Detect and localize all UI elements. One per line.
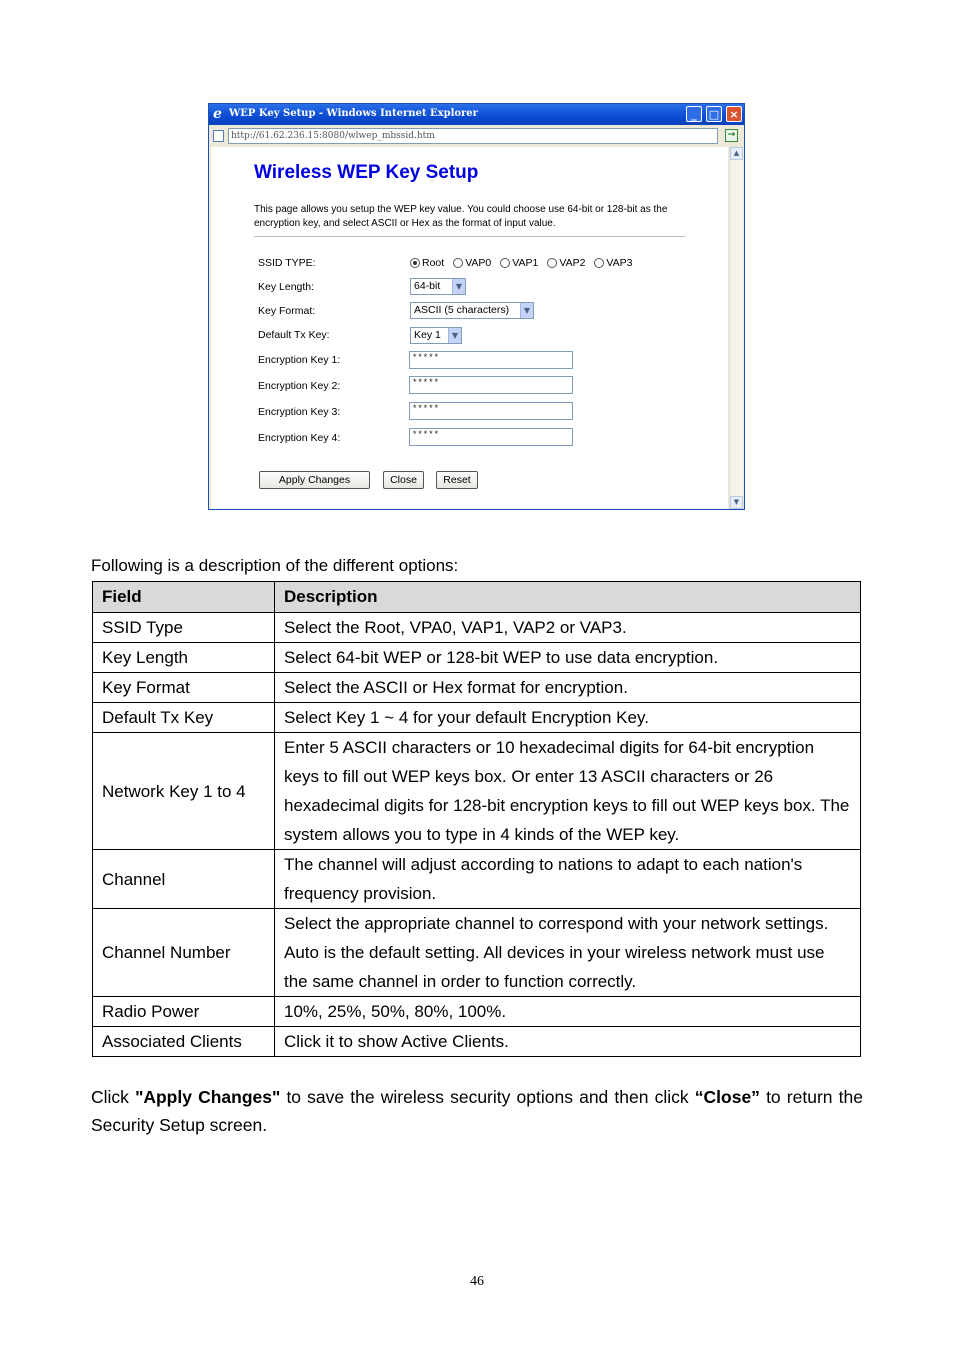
page-number: 46: [470, 1274, 484, 1289]
footer-text: to return the Security Setup screen.: [91, 1087, 863, 1135]
browser-content: [211, 147, 728, 509]
close-button[interactable]: Close: [383, 471, 424, 489]
description-cell: Select Key 1 ~ 4 for your default Encryption Key.: [275, 703, 861, 733]
description-cell: Select the ASCII or Hex format for encryption.: [275, 673, 861, 703]
radio-label: VAP2: [559, 257, 586, 269]
vertical-scrollbar[interactable]: [729, 147, 743, 509]
default-tx-key-value: Key 1: [414, 329, 441, 341]
radio-unselected-icon: [453, 258, 463, 268]
table-header-row: [93, 582, 861, 613]
ssid-radio-vap0[interactable]: [453, 257, 491, 269]
browser-title: WEP Key Setup - Windows Internet Explorer: [229, 108, 478, 119]
encryption-key-3-label: Encryption Key 3:: [258, 406, 341, 418]
scroll-up-icon[interactable]: ▲: [730, 147, 743, 160]
description-cell: Click it to show Active Clients.: [275, 1027, 861, 1057]
ssid-radio-root[interactable]: [410, 257, 444, 269]
description-cell: Select the Root, VPA0, VAP1, VAP2 or VAP3.: [275, 613, 861, 643]
description-cell: Select the appropriate channel to correspond with your network settings. Auto is the default setting. All devices in your wireless network must use the same channel in order to function correctly.: [275, 909, 861, 997]
table-row: [93, 643, 861, 673]
close-emphasis: “Close”: [694, 1087, 760, 1107]
encryption-key-3-input[interactable]: *****: [409, 402, 573, 420]
table-row: [93, 703, 861, 733]
page-icon: [213, 130, 224, 142]
encryption-key-4-label: Encryption Key 4:: [258, 432, 341, 444]
default-tx-key-label: Default Tx Key:: [258, 329, 330, 341]
url-field[interactable]: http://61.62.236.15:8080/wlwep_mbssid.htm: [228, 128, 718, 144]
radio-selected-icon: [410, 258, 420, 268]
go-icon[interactable]: →: [725, 129, 738, 142]
wep-intro-text: This page allows you setup the WEP key value. You could choose use 64-bit or 128-bit as the encryption key, and select ASCII or Hex as the format of input value.: [254, 204, 668, 229]
key-format-label: Key Format:: [258, 305, 316, 317]
radio-label: VAP0: [465, 257, 492, 269]
options-table: [92, 581, 861, 1057]
ssid-type-radio-group: [410, 257, 633, 269]
ssid-type-label: SSID TYPE:: [258, 257, 316, 269]
wep-heading: Wireless WEP Key Setup: [254, 162, 479, 183]
close-window-icon[interactable]: ×: [726, 106, 742, 122]
table-row: [93, 613, 861, 643]
scroll-down-icon[interactable]: ▼: [730, 496, 743, 509]
table-row: [93, 909, 861, 997]
encryption-key-2-input[interactable]: *****: [409, 376, 573, 394]
apply-changes-button[interactable]: Apply Changes: [259, 471, 370, 489]
key-format-select[interactable]: [410, 302, 534, 319]
field-cell: Associated Clients: [93, 1027, 275, 1057]
default-tx-key-select[interactable]: [410, 327, 462, 344]
chevron-down-icon: ▼: [452, 279, 465, 294]
browser-title-bar: [209, 104, 744, 125]
radio-unselected-icon: [547, 258, 557, 268]
field-cell: Channel: [93, 850, 275, 909]
encryption-key-1-label: Encryption Key 1:: [258, 354, 341, 366]
encryption-key-1-input[interactable]: *****: [409, 351, 573, 369]
table-row: [93, 1027, 861, 1057]
field-cell: Channel Number: [93, 909, 275, 997]
browser-window-screenshot: [208, 103, 745, 510]
chevron-down-icon: ▼: [520, 303, 533, 318]
radio-label: VAP1: [512, 257, 539, 269]
table-row: [93, 733, 861, 850]
address-bar: [209, 125, 744, 147]
radio-unselected-icon: [594, 258, 604, 268]
field-cell: SSID Type: [93, 613, 275, 643]
encryption-key-4-input[interactable]: *****: [409, 428, 573, 446]
minimize-icon[interactable]: _: [686, 106, 702, 122]
chevron-down-icon: ▼: [448, 328, 461, 343]
key-length-select[interactable]: [410, 278, 466, 295]
ie-logo-icon: e: [213, 106, 222, 122]
apply-changes-emphasis: "Apply Changes": [135, 1087, 281, 1107]
divider: [254, 236, 685, 237]
field-cell: Radio Power: [93, 997, 275, 1027]
key-length-label: Key Length:: [258, 281, 315, 293]
field-cell: Network Key 1 to 4: [93, 733, 275, 850]
footer-text: to save the wireless security options and then click: [280, 1087, 695, 1107]
footer-text: Click: [91, 1087, 136, 1107]
field-cell: Key Length: [93, 643, 275, 673]
reset-button[interactable]: Reset: [436, 471, 478, 489]
ssid-radio-vap3[interactable]: [594, 257, 632, 269]
ssid-radio-vap2[interactable]: [547, 257, 585, 269]
encryption-key-2-label: Encryption Key 2:: [258, 380, 341, 392]
field-cell: Key Format: [93, 673, 275, 703]
description-cell: 10%, 25%, 50%, 80%, 100%.: [275, 997, 861, 1027]
description-cell: Enter 5 ASCII characters or 10 hexadecimal digits for 64-bit encryption keys to fill out WEP keys box. Or enter 13 ASCII characters or 26 hexadecimal digits for 128-bit encryption keys to fill out WEP keys box. The system allows you to type in 4 kinds of the WEP key.: [275, 733, 861, 850]
key-length-value: 64-bit: [414, 280, 441, 292]
description-cell: Select 64-bit WEP or 128-bit WEP to use data encryption.: [275, 643, 861, 673]
table-row: [93, 997, 861, 1027]
description-column-header: Description: [275, 582, 861, 613]
options-intro-text: Following is a description of the different options:: [91, 556, 459, 575]
field-cell: Default Tx Key: [93, 703, 275, 733]
field-column-header: Field: [93, 582, 275, 613]
ssid-radio-vap1[interactable]: [500, 257, 538, 269]
table-row: [93, 673, 861, 703]
radio-unselected-icon: [500, 258, 510, 268]
table-row: [93, 850, 861, 909]
closing-paragraph: [91, 1083, 863, 1139]
key-format-value: ASCII (5 characters): [414, 304, 510, 316]
radio-label: VAP3: [606, 257, 633, 269]
radio-label: Root: [422, 257, 445, 269]
description-cell: The channel will adjust according to nations to adapt to each nation's frequency provision.: [275, 850, 861, 909]
maximize-icon[interactable]: □: [706, 106, 722, 122]
